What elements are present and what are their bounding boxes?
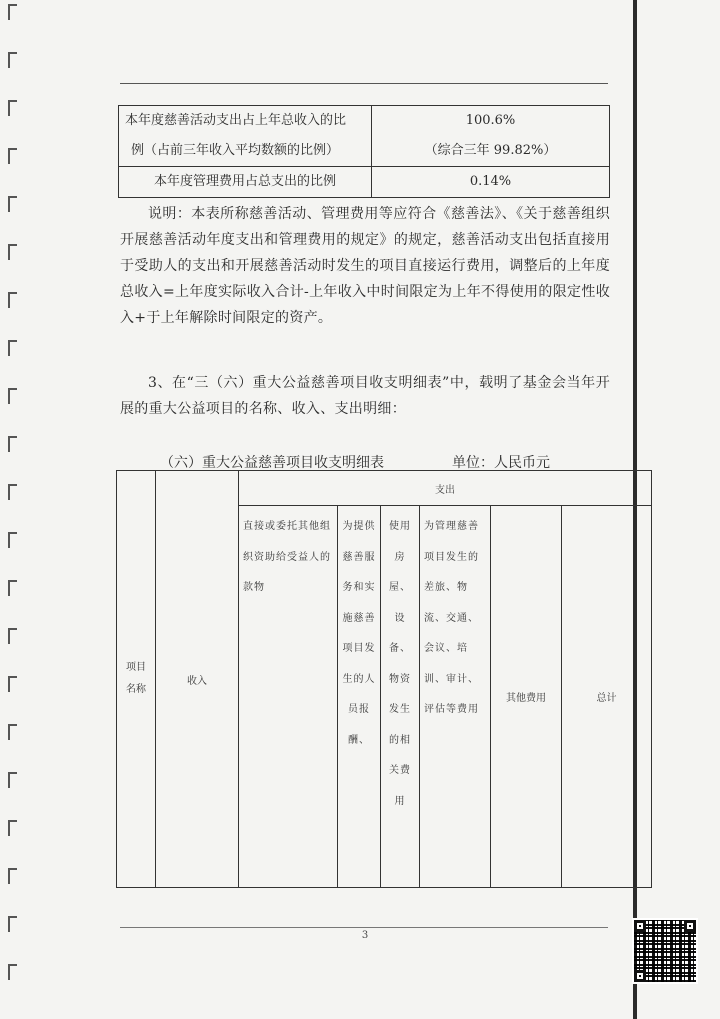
qr-finder [634,920,646,932]
project-detail-table [116,470,652,888]
col-expense: 支出 [239,471,652,506]
binding-hole [8,676,17,692]
ratio-value-management: 0.14% [372,167,610,198]
col-other-expense: 其他费用 [491,506,562,888]
binding-holes [0,0,30,1019]
binding-hole [8,724,17,740]
binding-hole [8,100,17,116]
section-paragraph: 3、在“三（六）重大公益慈善项目收支明细表”中，载明了基金会当年开展的重大公益项目的名称、收入、支出明细： [120,375,610,417]
col-property: 使用房屋、设备、物资发生的相关费用 [381,506,420,888]
binding-hole [8,244,17,260]
ratio-value-charity: 100.6% （综合三年 99.82%） [372,106,610,167]
qr-finder [684,920,696,932]
binding-hole [8,196,17,212]
binding-hole [8,868,17,884]
table-header-row [117,471,652,506]
ratio-table [118,105,610,198]
ratio-label-management: 本年度管理费用占总支出的比例 [119,167,372,198]
table-row [119,167,610,198]
page-number: 3 [361,930,369,941]
binding-hole [8,436,17,452]
binding-hole [8,628,17,644]
qr-code [632,918,698,984]
col-project-name: 项目 名称 [117,471,156,888]
col-income: 收入 [156,471,239,888]
binding-hole [8,292,17,308]
col-personnel: 为提供慈善服务和实施慈善项目发生的人员报酬、 [338,506,381,888]
binding-hole [8,388,17,404]
header-rule [120,83,608,84]
qr-finder [634,970,646,982]
binding-hole [8,52,17,68]
binding-hole [8,580,17,596]
col-travel-admin: 为管理慈善项目发生的差旅、物流、交通、会议、培训、审计、评估等费用 [420,506,491,888]
binding-hole [8,820,17,836]
binding-hole [8,964,17,980]
binding-hole [8,532,17,548]
footer-rule [120,927,608,928]
col-total: 总计 [562,506,652,888]
note-paragraph: 说明：本表所称慈善活动、管理费用等应符合《慈善法》、《关于慈善组织开展慈善活动年度支出和管理费用的规定》的规定，慈善活动支出包括直接用于受助人的支出和开展慈善活动时发生的项目直接运行费用，调整后的上年度总收入=上年度实际收入合计-上年收入中时间限定为上年不得使用的限定性收入+于上年解除时间限定的资产。 [120,206,610,326]
ratio-label-charity: 本年度慈善活动支出占上年总收入的比 例（占前三年收入平均数额的比例） [119,106,372,167]
unit-label: 单位：人民币元 [452,455,550,471]
col-direct-aid: 直接或委托其他组织资助给受益人的款物 [239,506,338,888]
table-caption: （六）重大公益慈善项目收支明细表 [160,455,384,471]
binding-hole [8,148,17,164]
binding-hole [8,4,17,20]
binding-hole [8,484,17,500]
binding-hole [8,772,17,788]
table-row [119,106,610,167]
binding-hole [8,916,17,932]
binding-hole [8,340,17,356]
